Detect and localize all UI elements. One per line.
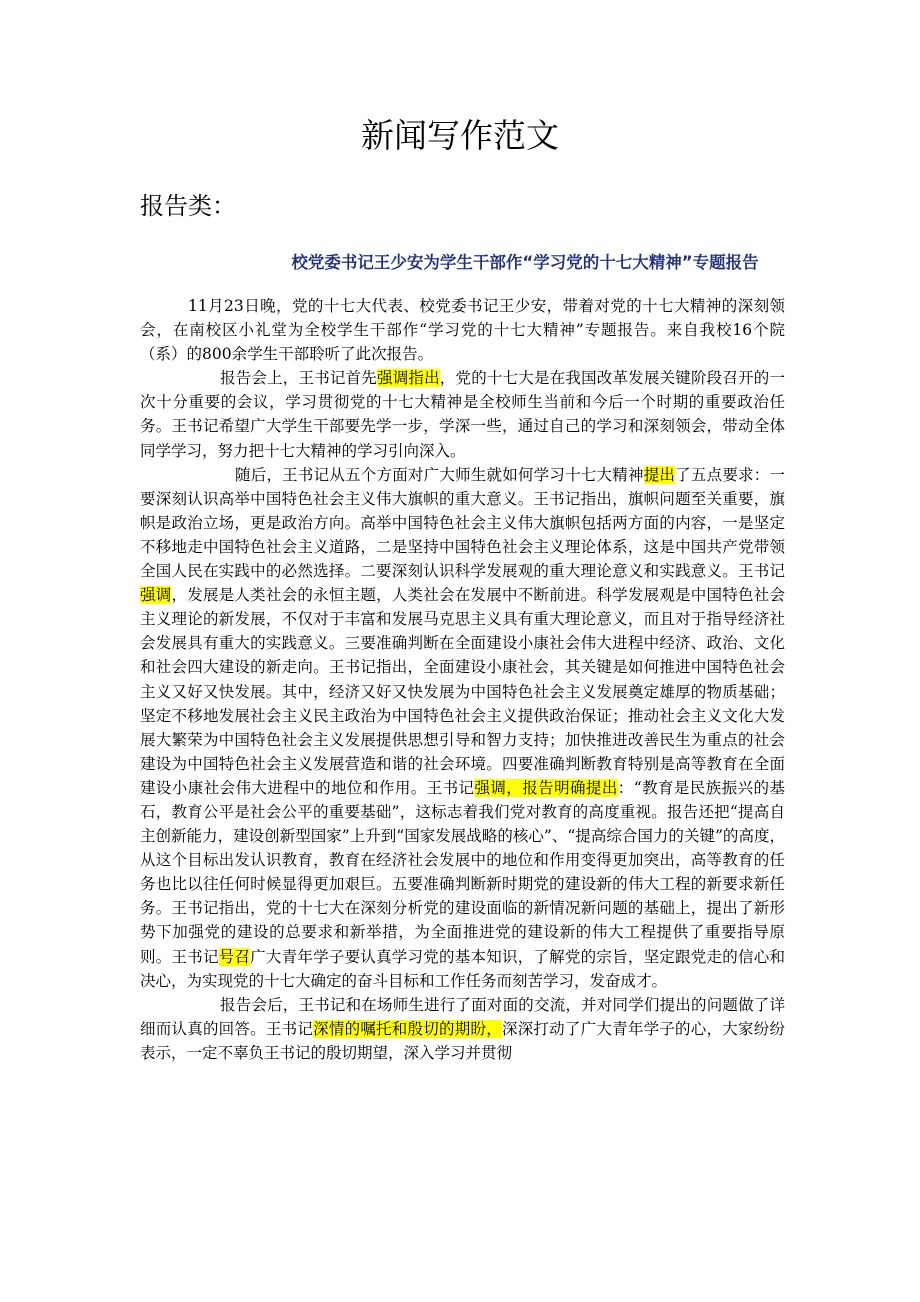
paragraph-text: ，党的十七大是在我国改革发展关键阶段召开的一次十分重要的会议，学习贯彻党的十七大精神是全校师生当前和今后一个时期的重要政治任务。王书记希望广大学生干部要先学一步，学深一些，通过自己的学习和深刻领会，带动全体同学学习，努力把十七大精神的学习引向深入。 (140, 369, 785, 460)
highlighted-text: 号召 (218, 947, 251, 966)
highlighted-text: 强调 (140, 586, 172, 605)
article-paragraph (140, 366, 785, 462)
section-heading: 报告类： (140, 192, 236, 220)
paragraph-text: 了五点要求：一要深刻认识高举中国特色社会主义伟大旗帜的重大意义。王书记指出，旗帜问题至关重要，旗帜是政治立场，更是政治方向。高举中国特色社会主义伟大旗帜包括两方面的内容，一是坚定不移地走中国特色社会主义道路，二是坚持中国特色社会主义理论体系，这是中国共产党带领全国人民在实践中的必然选择。二要深刻认识科学发展观的重大理论意义和实践意义。王书记 (140, 465, 785, 581)
document-title: 新闻写作范文 (361, 116, 559, 155)
highlighted-text: 强调指出 (377, 369, 440, 388)
paragraph-text: 随后，王书记从五个方面对广大师生就如何学习十七大精神 (235, 465, 644, 484)
paragraph-text: 11月23日晚，党的十七大代表、校党委书记王少安，带着对党的十七大精神的深刻领会，在南校区小礼堂为全校学生干部作“学习党的十七大精神”专题报告。来自我校16个院（系）的800余学生干部聆听了此次报告。 (140, 297, 785, 364)
article-title: 校党委书记王少安为学生干部作“学习党的十七大精神”专题报告 (291, 253, 759, 272)
highlighted-text: 强调，报告明确提出 (474, 778, 618, 797)
article-paragraph (140, 993, 785, 1065)
highlighted-text: 提出 (643, 465, 676, 484)
highlighted-text: 深情的嘱托和殷切的期盼， (313, 1019, 502, 1038)
paragraph-text: 报告会上，王书记首先 (220, 369, 377, 388)
paragraph-text: 报告会后，王书记和在场师生进行了面对面的交流，并对同学们提出的问题做了详细而认真的回答。王书记 (140, 995, 785, 1038)
paragraph-text: ，发展是人类社会的永恒主题，人类社会在发展中不断前进。科学发展观是中国特色社会主义理论的新发展，不仅对于丰富和发展马克思主义具有重大理论意义，而且对于指导经济社会发展具有重大的实践意义。三要准确判断在全面建设小康社会伟大进程中经济、政治、文化和社会四大建设的新走向。王书记指出，全面建设小康社会，其关键是如何推进中国特色社会主义又好又快发展。其中，经济又好又快发展为中国特色社会主义发展奠定雄厚的物质基础；坚定不移地发展社会主义民主政治为中国特色社会主义提供政治保证；推动社会主义文化大发展大繁荣为中国特色社会主义发展提供思想引导和智力支持；加快推进改善民生为重点的社会建设为中国特色社会主义发展营造和谐的社会环境。四要准确判断教育特别是高等教育在全面建设小康社会伟大进程中的地位和作用。王书记 (140, 586, 785, 797)
paragraph-text: 广大青年学子要认真学习党的基本知识，了解党的宗旨，坚定跟党走的信心和决心，为实现党的十七大确定的奋斗目标和工作任务而刻苦学习，发奋成才。 (140, 947, 785, 990)
article-paragraph (140, 463, 785, 993)
paragraph-text: 深深打动了广大青年学子的心，大家纷纷表示，一定不辜负王书记的殷切期望，深入学习并贯彻 (140, 1019, 785, 1062)
article-body (140, 294, 785, 1065)
article-paragraph (140, 294, 785, 366)
paragraph-text: ：“教育是民族振兴的基石，教育公平是社会公平的重要基础”，这标志着我们党对教育的高度重视。报告还把“提高自主创新能力，建设创新型国家”上升到“国家发展战略的核心”、“提高综合国力的关键”的高度，从这个目标出发认识教育，教育在经济社会发展中的地位和作用变得更加突出，高等教育的任务也比以往任何时候显得更加艰巨。五要准确判断新时期党的建设新的伟大工程的新要求新任务。王书记指出，党的十七大在深刻分析党的建设面临的新情况新问题的基础上，提出了新形势下加强党的建设的总要求和新举措，为全面推进党的建设新的伟大工程提供了重要指导原则。王书记 (140, 778, 785, 966)
